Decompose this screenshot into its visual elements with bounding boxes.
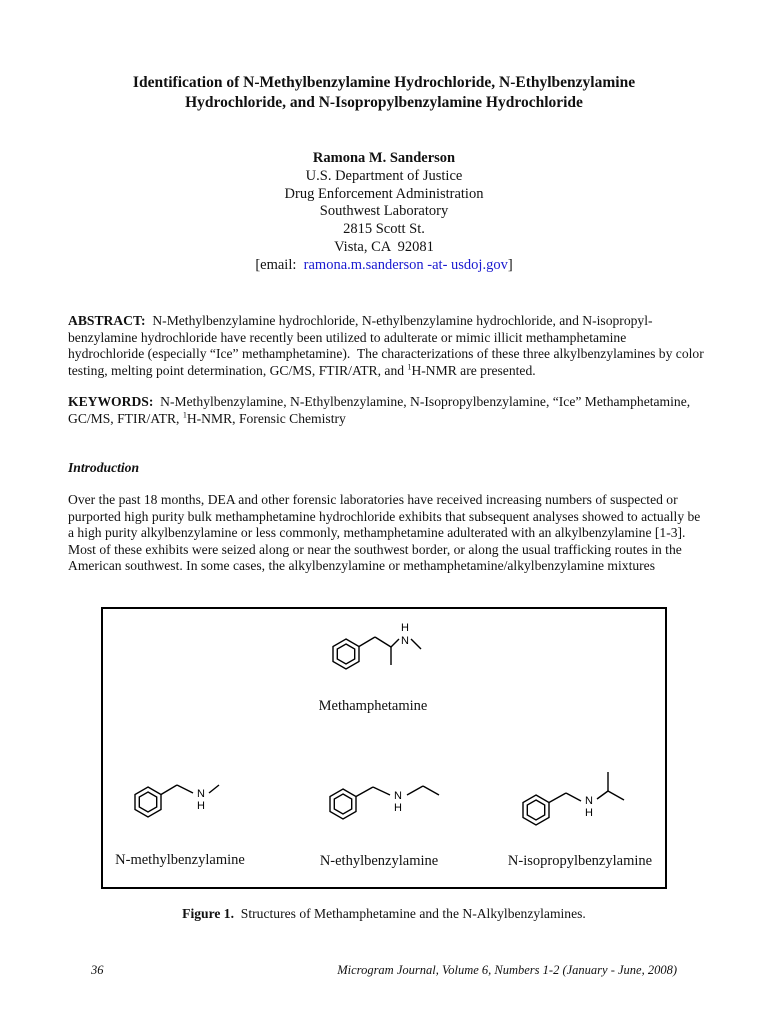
paper-title [60, 73, 708, 113]
author-city: Vista, CA 92081 [334, 238, 434, 255]
caption-text: Structures of Methamphetamine and the N-Alkylbenzylamines. [234, 906, 586, 921]
author-name: Ramona M. Sanderson [312, 150, 456, 166]
keywords [68, 394, 704, 427]
author-affiliation-3: Southwest Laboratory [319, 203, 449, 220]
keywords-sup: 1 [182, 410, 187, 420]
nisopropyl-n-label: N [585, 795, 593, 807]
label-n-isopropylbenzylamine: N-isopropylbenzylamine [507, 853, 653, 869]
abstract-text: N-Methylbenzylamine hydrochloride, N-ethylbenzylamine hydrochloride, and N-isopropyl-benzylamine hydrochloride have recently been utilized to adulterate or mimic illicit methamphetamine hydrochloride (especially “Ice” methamphetamine). The characterizations of these three alkylbenzylamines by color testing, melting point determination, GC/MS, FTIR/ATR, and [68, 313, 708, 378]
n-isopropylbenzylamine-structure [523, 772, 624, 825]
abstract [68, 313, 708, 379]
author-affiliation-1: U.S. Department of Justice [305, 167, 463, 184]
author-block [160, 150, 608, 275]
figure-1 [101, 607, 667, 889]
author-affiliation-2: Drug Enforcement Administration [284, 185, 484, 202]
nmethyl-h-label: H [197, 800, 205, 812]
email-suffix: ] [507, 256, 513, 273]
keywords-label: KEYWORDS: [68, 394, 154, 409]
introduction-text: Over the past 18 months, DEA and other forensic laboratories have received increasing numbers of suspected or purported high purity bulk methamphetamine hydrochloride exhibits that subsequent analyses showed to actually be a high purity alkylbenzylamine or less commonly, methamphetamine adulterated with an alkylbenzylamine [1-3]. Most of these exhibits were seized along or near the southwest border, or along the usual trafficking routes in the American southwest. In some cases, the alkylbenzylamine or methamphetamine/alkylbenzylamine mixtures [68, 492, 701, 574]
caption-label: Figure 1. [182, 906, 234, 921]
abstract-label: ABSTRACT: [68, 313, 146, 328]
abstract-sup: 1 [407, 362, 412, 372]
page-number: 36 [91, 963, 104, 977]
label-n-ethylbenzylamine: N-ethylbenzylamine [319, 853, 439, 869]
nmethyl-n-label: N [197, 788, 205, 800]
nisopropyl-h-label: H [585, 807, 593, 819]
email-prefix: [email: [255, 256, 304, 273]
label-n-methylbenzylamine: N-methylbenzylamine [115, 852, 245, 868]
meth-n-label: N [401, 635, 409, 647]
title-line-1: Identification of N-Methylbenzylamine Hydrochloride, N-Ethylbenzylamine [132, 74, 636, 91]
nethyl-h-label: H [394, 802, 402, 814]
keywords-text: N-Methylbenzylamine, N-Ethylbenzylamine, N-Isopropylbenzylamine, “Ice” Methamphetamine, GC/MS, FTIR/ATR, [68, 394, 694, 426]
figure-caption [100, 906, 668, 922]
nethyl-n-label: N [394, 790, 402, 802]
introduction-heading: Introduction [68, 460, 140, 475]
author-email-line [160, 257, 608, 275]
journal-citation: Microgram Journal, Volume 6, Numbers 1-2 (January - June, 2008) [337, 963, 677, 977]
meth-h-label: H [401, 622, 409, 634]
abstract-text-end: H-NMR are presented. [411, 362, 536, 378]
label-methamphetamine: Methamphetamine [318, 698, 428, 714]
keywords-text-end: H-NMR, Forensic Chemistry [186, 410, 346, 426]
title-line-2: Hydrochloride, and N-Isopropylbenzylamine Hydrochloride [185, 94, 583, 111]
structures-svg [103, 609, 665, 887]
author-street: 2815 Scott St. [343, 221, 425, 238]
n-methylbenzylamine-structure [135, 785, 219, 817]
email-link[interactable]: ramona.m.sanderson -at- usdoj.gov [303, 256, 508, 273]
n-ethylbenzylamine-structure [330, 786, 439, 819]
